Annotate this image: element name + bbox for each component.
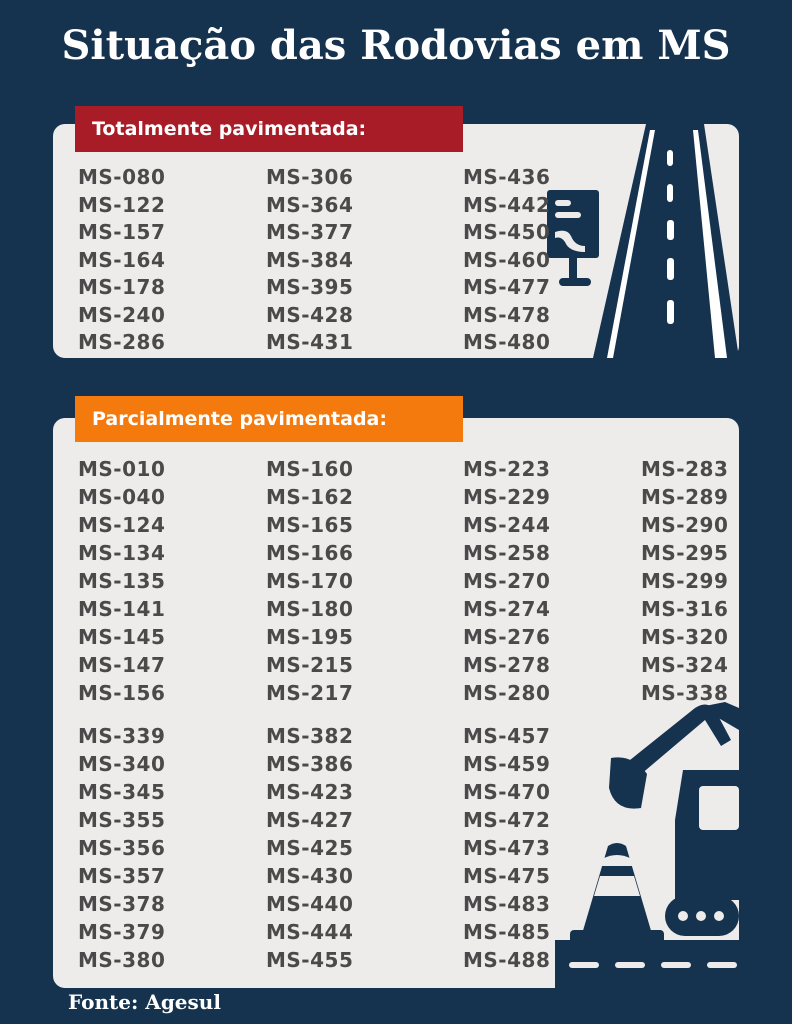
- highway-item: MS-157: [78, 220, 166, 244]
- partially-paved-column-3: [463, 455, 550, 707]
- highway-item: MS-459: [463, 752, 551, 776]
- highway-item: MS-430: [266, 864, 354, 888]
- fully-paved-column-1: [78, 164, 165, 357]
- highway-item: MS-473: [463, 836, 551, 860]
- highway-item: MS-178: [78, 275, 166, 299]
- highway-item: MS-134: [78, 541, 166, 565]
- highway-item: MS-276: [463, 625, 551, 649]
- highway-item: MS-345: [78, 780, 166, 804]
- highway-item: MS-122: [78, 192, 166, 217]
- fully-paved-column-3: [463, 164, 550, 357]
- highway-item: MS-010: [78, 457, 166, 481]
- highway-item: MS-283: [641, 457, 729, 481]
- highway-item: MS-215: [266, 653, 354, 677]
- highway-item: MS-340: [78, 752, 166, 776]
- highway-item: MS-431: [266, 330, 354, 354]
- highway-item: MS-470: [463, 780, 551, 804]
- highway-item: MS-165: [266, 513, 354, 537]
- highway-item: MS-278: [463, 653, 551, 677]
- highway-item: MS-455: [266, 948, 354, 972]
- highway-item: MS-488: [463, 948, 551, 972]
- fully-paved-column-2: [266, 164, 353, 357]
- highway-item: MS-364: [266, 192, 354, 217]
- highway-item: MS-485: [463, 920, 551, 944]
- highway-item: MS-299: [641, 569, 729, 593]
- highway-item: MS-147: [78, 653, 166, 677]
- highway-item: MS-423: [266, 780, 354, 804]
- highway-item: MS-195: [266, 625, 354, 649]
- highway-item: MS-457: [463, 724, 551, 748]
- highway-item: MS-378: [78, 892, 166, 916]
- partially-paved-column-6: [266, 722, 353, 974]
- highway-item: MS-475: [463, 864, 551, 888]
- highway-item: MS-289: [641, 485, 729, 509]
- partially-paved-column-2: [266, 455, 353, 707]
- highway-item: MS-460: [463, 247, 551, 272]
- highway-item: MS-274: [463, 597, 551, 621]
- highway-item: MS-258: [463, 541, 551, 565]
- highway-item: MS-290: [641, 513, 729, 537]
- highway-item: MS-380: [78, 948, 166, 972]
- highway-item: MS-356: [78, 836, 166, 860]
- partially-paved-column-4: [641, 455, 728, 707]
- highway-item: MS-386: [266, 752, 354, 776]
- highway-item: MS-478: [463, 302, 551, 327]
- highway-item: MS-223: [463, 457, 551, 481]
- highway-item: MS-384: [266, 247, 354, 272]
- highway-item: MS-483: [463, 892, 551, 916]
- highway-item: MS-170: [266, 569, 354, 593]
- highway-item: MS-080: [78, 165, 166, 189]
- highway-item: MS-480: [463, 330, 551, 354]
- highway-item: MS-339: [78, 724, 166, 748]
- highway-item: MS-280: [463, 681, 551, 705]
- highway-item: MS-355: [78, 808, 166, 832]
- highway-item: MS-316: [641, 597, 729, 621]
- partially-paved-banner: Parcialmente pavimentada:: [75, 396, 463, 442]
- highway-item: MS-141: [78, 597, 166, 621]
- highway-item: MS-166: [266, 541, 354, 565]
- highway-item: MS-295: [641, 541, 729, 565]
- traffic-cone-icon: [568, 840, 666, 944]
- highway-item: MS-324: [641, 653, 729, 677]
- highway-item: MS-472: [463, 808, 551, 832]
- source-credit: Fonte: Agesul: [68, 990, 221, 1014]
- highway-item: MS-357: [78, 864, 166, 888]
- highway-item: MS-425: [266, 836, 354, 860]
- highway-item: MS-436: [463, 165, 551, 189]
- highway-item: MS-477: [463, 275, 551, 299]
- highway-item: MS-427: [266, 808, 354, 832]
- road-sign-icon: [545, 188, 601, 292]
- highway-item: MS-229: [463, 485, 551, 509]
- partially-paved-column-5: [78, 722, 165, 974]
- highway-item: MS-444: [266, 920, 354, 944]
- highway-item: MS-180: [266, 597, 354, 621]
- partially-paved-column-7: [463, 722, 550, 974]
- highway-item: MS-145: [78, 625, 166, 649]
- fully-paved-banner: Totalmente pavimentada:: [75, 106, 463, 152]
- highway-item: MS-395: [266, 275, 354, 299]
- highway-item: MS-217: [266, 681, 354, 705]
- partially-paved-column-1: [78, 455, 165, 707]
- highway-item: MS-244: [463, 513, 551, 537]
- highway-item: MS-135: [78, 569, 166, 593]
- highway-item: MS-382: [266, 724, 354, 748]
- highway-item: MS-040: [78, 485, 166, 509]
- highway-item: MS-162: [266, 485, 354, 509]
- highway-item: MS-450: [463, 220, 551, 244]
- highway-item: MS-286: [78, 330, 166, 354]
- highway-item: MS-338: [641, 681, 729, 705]
- highway-item: MS-377: [266, 220, 354, 244]
- highway-item: MS-270: [463, 569, 551, 593]
- highway-item: MS-306: [266, 165, 354, 189]
- highway-item: MS-320: [641, 625, 729, 649]
- highway-item: MS-160: [266, 457, 354, 481]
- road-icon: [585, 124, 739, 358]
- highway-item: MS-156: [78, 681, 166, 705]
- highway-item: MS-240: [78, 302, 166, 327]
- highway-item: MS-440: [266, 892, 354, 916]
- page-title: Situação das Rodovias em MS: [61, 22, 731, 69]
- highway-item: MS-164: [78, 247, 166, 272]
- highway-item: MS-124: [78, 513, 166, 537]
- highway-item: MS-442: [463, 192, 551, 217]
- highway-item: MS-379: [78, 920, 166, 944]
- highway-item: MS-428: [266, 302, 354, 327]
